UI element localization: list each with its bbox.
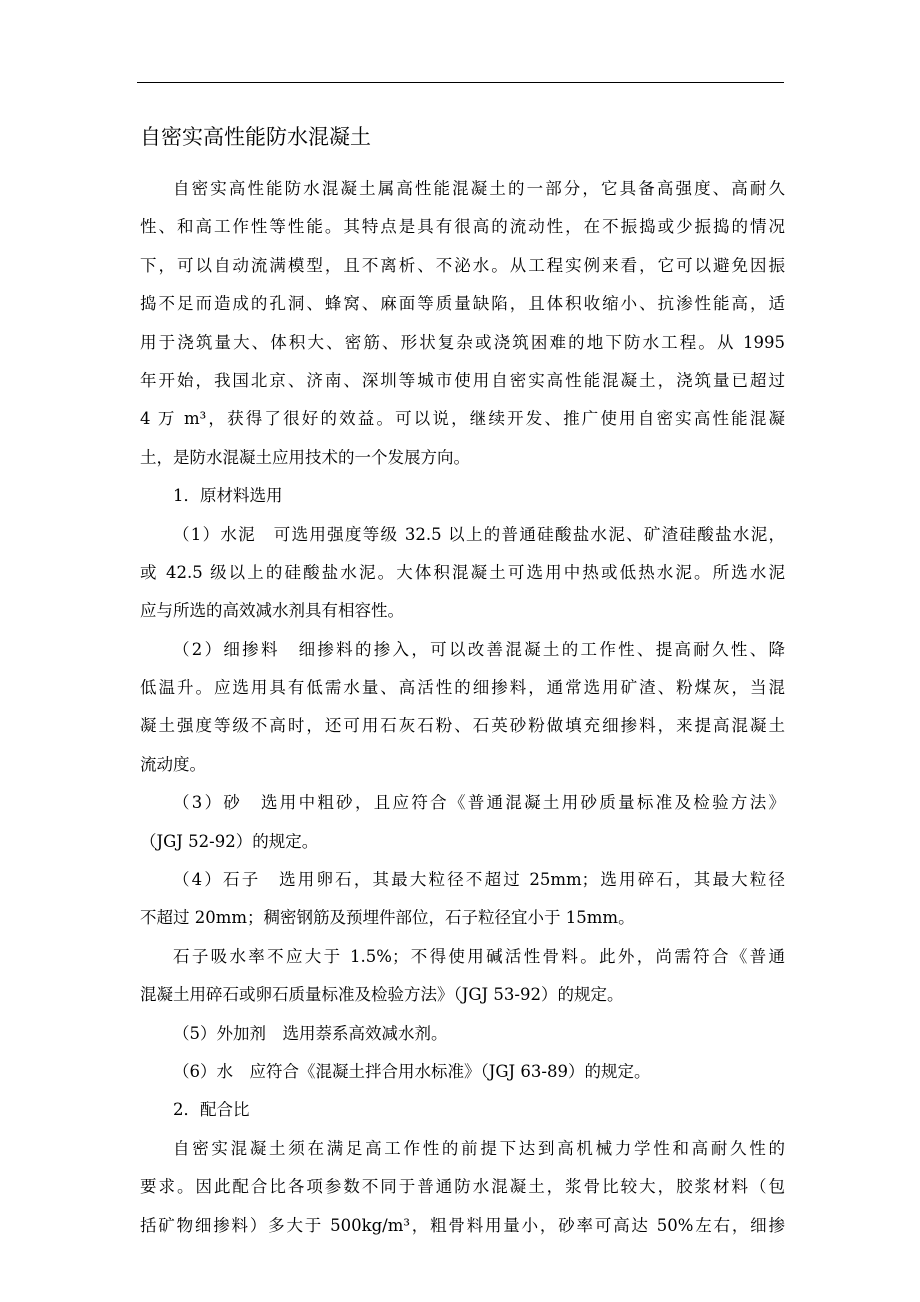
text-line: 性、和高工作性等性能。其特点是具有很高的流动性，在不振捣或少振捣的情况 xyxy=(140,217,785,237)
text-line: 不超过 20mm；稠密钢筋及预埋件部位，石子粒径宜小于 15mm。 xyxy=(140,908,635,928)
text-line: （6）水 应符合《混凝土拌合用水标准》（JGJ 63-89）的规定。 xyxy=(173,1061,651,1081)
text-line: （2）细掺料 细掺料的掺入，可以改善混凝土的工作性、提高耐久性、降 xyxy=(173,639,785,659)
text-line: 4 万 m³，获得了很好的效益。可以说，继续开发、推广使用自密实高性能混凝 xyxy=(140,409,785,429)
text-line: 石子吸水率不应大于 1.5%；不得使用碱活性骨料。此外，尚需符合《普通 xyxy=(173,946,785,966)
text-line: 土，是防水混凝土应用技术的一个发展方向。 xyxy=(140,447,470,467)
text-line: 年开始，我国北京、济南、深圳等城市使用自密实高性能混凝土，浇筑量已超过 xyxy=(140,370,785,390)
text-line: （4）石子 选用卵石，其最大粒径不超过 25mm；选用碎石，其最大粒径 xyxy=(173,870,785,890)
text-line: （5）外加剂 选用萘系高效减水剂。 xyxy=(173,1023,448,1043)
text-line: （3）砂 选用中粗砂，且应符合《普通混凝土用砂质量标准及检验方法》 xyxy=(173,793,785,813)
text-line: （1）水泥 可选用强度等级 32.5 以上的普通硅酸盐水泥、矿渣硅酸盐水泥， xyxy=(173,524,785,544)
text-line: 或 42.5 级以上的硅酸盐水泥。大体积混凝土可选用中热或低热水泥。所选水泥 xyxy=(140,562,785,582)
text-line: 捣不足而造成的孔洞、蜂窝、麻面等质量缺陷，且体积收缩小、抗渗性能高，适 xyxy=(140,294,785,314)
text-line: 应与所选的高效减水剂具有相容性。 xyxy=(140,601,404,621)
text-line: 用于浇筑量大、体积大、密筋、形状复杂或浇筑困难的地下防水工程。从 1995 xyxy=(140,332,785,352)
text-line: 括矿物细掺料）多大于 500kg/m³，粗骨料用量小，砂率可高达 50%左右，细掺 xyxy=(140,1215,785,1235)
page-title: 自密实高性能防水混凝土 xyxy=(140,125,371,149)
text-line: 低温升。应选用具有低需水量、高活性的细掺料，通常选用矿渣、粉煤灰，当混 xyxy=(140,678,785,698)
text-line: 下，可以自动流满模型，且不离析、不泌水。从工程实例来看，它可以避免因振 xyxy=(140,255,785,275)
text-line: 要求。因此配合比各项参数不同于普通防水混凝土，浆骨比较大，胶浆材料（包 xyxy=(140,1177,785,1197)
text-line: 混凝土用碎石或卵石质量标准及检验方法》（JGJ 53-92）的规定。 xyxy=(140,985,624,1005)
body-text xyxy=(140,170,785,1245)
text-line: 自密实混凝土须在满足高工作性的前提下达到高机械力学性和高耐久性的 xyxy=(173,1138,785,1158)
text-line: （JGJ 52-92）的规定。 xyxy=(140,831,319,851)
header-rule xyxy=(137,82,784,83)
text-line: 流动度。 xyxy=(140,754,206,774)
text-line: 1．原材料选用 xyxy=(173,486,283,506)
text-line: 自密实高性能防水混凝土属高性能混凝土的一部分，它具备高强度、高耐久 xyxy=(173,179,785,198)
text-line: 凝土强度等级不高时，还可用石灰石粉、石英砂粉做填充细掺料，来提高混凝土 xyxy=(140,716,785,736)
text-line: 2．配合比 xyxy=(173,1100,250,1120)
